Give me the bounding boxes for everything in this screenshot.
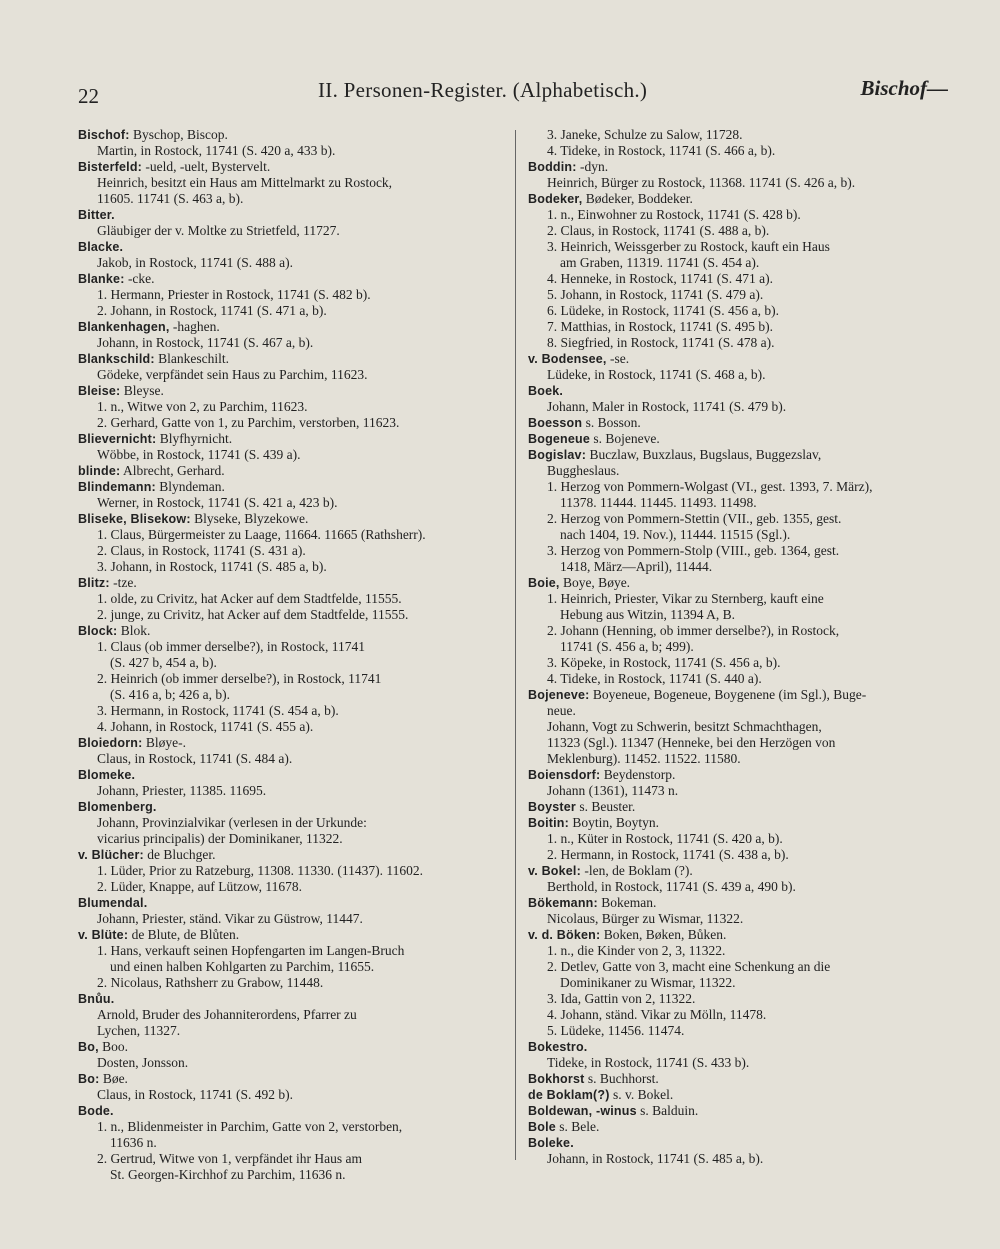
entry-lemma: v. d. Böken: (528, 928, 601, 942)
register-entry-line: Hebung aus Witzin, 11394 A, B. (560, 607, 735, 622)
register-entry-line: 3. Janeke, Schulze zu Salow, 11728. (547, 127, 743, 142)
register-entry-line: Johann, Vogt zu Schwerin, besitzt Schmachthagen, (547, 719, 822, 734)
entry-lemma: v. Bodensee, (528, 352, 607, 366)
entry-lemma: Boiensdorf: (528, 768, 601, 782)
register-entry-heading (528, 415, 952, 431)
register-entry-line: 3. Hermann, in Rostock, 11741 (S. 454 a, b). (97, 703, 339, 718)
register-entry-heading (78, 127, 506, 143)
register-entry-heading (78, 319, 506, 335)
entry-variants: s. Buchhorst. (584, 1071, 659, 1086)
register-entry-heading (528, 863, 952, 879)
register-entry-line: 2. Herzog von Pommern-Stettin (VII., geb. 1355, gest. (547, 511, 842, 526)
register-entry-line: 1. Claus, Bürgermeister zu Laage, 11664. 11665 (Rathsherr). (97, 527, 426, 542)
register-entry-line: Johann, Priester, ständ. Vikar zu Güstrow, 11447. (97, 911, 363, 926)
column-divider (515, 130, 516, 1160)
register-entry-line: Gläubiger der v. Moltke zu Strietfeld, 11727. (97, 223, 340, 238)
register-entry-line: 6. Lüdeke, in Rostock, 11741 (S. 456 a, b). (547, 303, 779, 318)
entry-lemma: Blomeke. (78, 768, 136, 782)
register-entry-line: (S. 427 b, 454 a, b). (110, 655, 217, 670)
entry-lemma: Blankenhagen, (78, 320, 170, 334)
register-entry-heading (78, 991, 506, 1007)
register-entry-line: 1. n., Einwohner zu Rostock, 11741 (S. 428 b). (547, 207, 801, 222)
entry-lemma: Boitin: (528, 816, 569, 830)
entry-lemma: Bokhorst (528, 1072, 585, 1086)
register-entry-line: 3. Heinrich, Weissgerber zu Rostock, kauft ein Haus (547, 239, 830, 254)
entry-variants: -dyn. (576, 159, 609, 174)
register-entry-line: 11323 (Sgl.). 11347 (Henneke, bei den Herzögen von (547, 735, 836, 750)
entry-lemma: Bogeneue (528, 432, 591, 446)
entry-variants: s. Balduin. (636, 1103, 699, 1118)
register-entry-heading (78, 767, 506, 783)
register-entry-heading (528, 447, 952, 463)
register-entry-heading (528, 1119, 952, 1135)
entry-lemma: Boyster (528, 800, 576, 814)
register-entry-line: 1. Hans, verkauft seinen Hopfengarten im Langen-Bruch (97, 943, 405, 958)
entry-variants: Albrecht, Gerhard. (120, 463, 225, 478)
register-entry-line: 2. Hermann, in Rostock, 11741 (S. 438 a, b). (547, 847, 789, 862)
register-entry-heading (78, 735, 506, 751)
register-entry-line: 1. Hermann, Priester in Rostock, 11741 (S. 482 b). (97, 287, 371, 302)
entry-lemma: v. Bokel: (528, 864, 581, 878)
register-entry-line: 4. Tideke, in Rostock, 11741 (S. 440 a). (547, 671, 762, 686)
register-entry-heading (528, 799, 952, 815)
register-entry-line: 8. Siegfried, in Rostock, 11741 (S. 478 a). (547, 335, 775, 350)
register-entry-heading (528, 687, 952, 703)
entry-lemma: Boleke. (528, 1136, 574, 1150)
register-entry-line: Tideke, in Rostock, 11741 (S. 433 b). (547, 1055, 750, 1070)
entry-lemma: Bo: (78, 1072, 100, 1086)
register-entry-heading (528, 1087, 952, 1103)
register-entry-line: Lüdeke, in Rostock, 11741 (S. 468 a, b). (547, 367, 766, 382)
register-entry-heading (528, 767, 952, 783)
register-entry-line: Meklenburg). 11452. 11522. 11580. (547, 751, 741, 766)
register-entry-heading (528, 431, 952, 447)
entry-lemma: Blumendal. (78, 896, 148, 910)
entry-variants: -se. (606, 351, 630, 366)
entry-lemma: Bode. (78, 1104, 114, 1118)
register-entry-heading (78, 159, 506, 175)
register-entry-line: Werner, in Rostock, 11741 (S. 421 a, 423 b). (97, 495, 338, 510)
entry-variants: s. Beuster. (575, 799, 636, 814)
register-entry-line: Martin, in Rostock, 11741 (S. 420 a, 433 b). (97, 143, 336, 158)
register-entry-line: 2. Claus, in Rostock, 11741 (S. 488 a, b). (547, 223, 770, 238)
register-entry-line: Claus, in Rostock, 11741 (S. 484 a). (97, 751, 293, 766)
entry-variants: s. Bele. (555, 1119, 600, 1134)
entry-variants: Beydenstorp. (600, 767, 676, 782)
register-entry-line: 2. Johann (Henning, ob immer derselbe?), in Rostock, (547, 623, 840, 638)
register-entry-heading (528, 1071, 952, 1087)
entry-variants: -haghen. (169, 319, 220, 334)
entry-lemma: Blindemann: (78, 480, 156, 494)
register-entry-heading (78, 1071, 506, 1087)
entry-variants: Boyeneue, Bogeneue, Boygenene (im Sgl.), Buge- (589, 687, 867, 702)
register-entry-line: 1. Lüder, Prior zu Ratzeburg, 11308. 11330. (11437). 11602. (97, 863, 424, 878)
register-entry-line: neue. (547, 703, 576, 718)
right-column (528, 127, 952, 1167)
register-entry-line: Dosten, Jonsson. (97, 1055, 189, 1070)
register-entry-heading (528, 1039, 952, 1055)
register-entry-line: Wöbbe, in Rostock, 11741 (S. 439 a). (97, 447, 301, 462)
register-entry-line: 1. Heinrich, Priester, Vikar zu Sternberg, kauft eine (547, 591, 824, 606)
register-entry-line: 2. Heinrich (ob immer derselbe?), in Rostock, 11741 (97, 671, 382, 686)
register-entry-heading (78, 351, 506, 367)
entry-lemma: Bokestro. (528, 1040, 588, 1054)
entry-variants: -cke. (124, 271, 155, 286)
entry-lemma: Blitz: (78, 576, 110, 590)
register-entry-line: 1. Herzog von Pommern-Wolgast (VI., gest. 1393, 7. März), (547, 479, 873, 494)
entry-variants: Boytin, Boytyn. (568, 815, 659, 830)
register-entry-line: 1418, März—April), 11444. (560, 559, 713, 574)
register-entry-line: 1. olde, zu Crivitz, hat Acker auf dem Stadtfelde, 11555. (97, 591, 402, 606)
register-entry-line: Johann, in Rostock, 11741 (S. 485 a, b). (547, 1151, 764, 1166)
page-title: II. Personen-Register. (Alphabetisch.) (318, 78, 648, 102)
entry-lemma: Bogislav: (528, 448, 587, 462)
entry-lemma: Boie, (528, 576, 560, 590)
register-entry-heading (78, 463, 506, 479)
register-entry-heading (78, 511, 506, 527)
register-entry-line: am Graben, 11319. 11741 (S. 454 a). (560, 255, 760, 270)
register-entry-line: Jakob, in Rostock, 11741 (S. 488 a). (97, 255, 293, 270)
entry-variants: Boye, Bøye. (559, 575, 631, 590)
page-number: 22 (78, 84, 99, 108)
register-entry-heading (78, 575, 506, 591)
entry-lemma: Bo, (78, 1040, 99, 1054)
entry-variants: Byschop, Biscop. (129, 127, 228, 142)
register-entry-line: Buggheslaus. (547, 463, 620, 478)
entry-lemma: Boldewan, -winus (528, 1104, 637, 1118)
register-entry-line: 2. Johann, in Rostock, 11741 (S. 471 a, b). (97, 303, 327, 318)
register-entry-line: Heinrich, Bürger zu Rostock, 11368. 11741 (S. 426 a, b). (547, 175, 856, 190)
register-entry-line: 2. Claus, in Rostock, 11741 (S. 431 a). (97, 543, 306, 558)
register-entry-heading (78, 1103, 506, 1119)
register-entry-line: Claus, in Rostock, 11741 (S. 492 b). (97, 1087, 294, 1102)
register-entry-line: 2. Nicolaus, Rathsherr zu Grabow, 11448. (97, 975, 324, 990)
register-entry-line: und einen halben Kohlgarten zu Parchim, 11655. (110, 959, 375, 974)
register-entry-line: 4. Henneke, in Rostock, 11741 (S. 471 a). (547, 271, 773, 286)
entry-lemma: Bliseke, Blisekow: (78, 512, 191, 526)
register-entry-line: 3. Johann, in Rostock, 11741 (S. 485 a, b). (97, 559, 327, 574)
entry-lemma: v. Blücher: (78, 848, 144, 862)
register-entry-line: 3. Herzog von Pommern-Stolp (VIII., geb. 1364, gest. (547, 543, 840, 558)
entry-variants: Blyseke, Blyzekowe. (190, 511, 309, 526)
register-entry-heading (528, 1135, 952, 1151)
entry-lemma: de Boklam(?) (528, 1088, 610, 1102)
entry-lemma: Blankschild: (78, 352, 155, 366)
register-entry-line: Johann (1361), 11473 n. (547, 783, 679, 798)
register-entry-heading (528, 927, 952, 943)
register-entry-heading (78, 1039, 506, 1055)
register-entry-heading (528, 1103, 952, 1119)
entry-variants: Blyfhyrnicht. (156, 431, 233, 446)
entry-variants: Bokeman. (597, 895, 657, 910)
entry-lemma: Boddin: (528, 160, 577, 174)
entry-variants: -ueld, -uelt, Bystervelt. (142, 159, 271, 174)
register-entry-line: 5. Lüdeke, 11456. 11474. (547, 1023, 685, 1038)
register-entry-line: 3. Köpeke, in Rostock, 11741 (S. 456 a, b). (547, 655, 781, 670)
register-entry-heading (78, 431, 506, 447)
register-entry-line: 1. Claus (ob immer derselbe?), in Rostock, 11741 (97, 639, 365, 654)
register-entry-line: 4. Johann, ständ. Vikar zu Mölln, 11478. (547, 1007, 767, 1022)
register-entry-line: Nicolaus, Bürger zu Wismar, 11322. (547, 911, 744, 926)
entry-lemma: Bodeker, (528, 192, 583, 206)
register-entry-line: 4. Tideke, in Rostock, 11741 (S. 466 a, b). (547, 143, 776, 158)
entry-variants: s. Bojeneve. (590, 431, 660, 446)
entry-lemma: Blievernicht: (78, 432, 157, 446)
register-entry-line: 1. n., die Kinder von 2, 3, 11322. (547, 943, 726, 958)
register-entry-heading (78, 271, 506, 287)
register-entry-heading (78, 895, 506, 911)
entry-variants: de Bluchger. (143, 847, 216, 862)
register-entry-line: Heinrich, besitzt ein Haus am Mittelmarkt zu Rostock, (97, 175, 393, 190)
register-entry-heading (528, 351, 952, 367)
entry-lemma: Bloiedorn: (78, 736, 143, 750)
entry-variants: de Blute, de Blůten. (128, 927, 240, 942)
entry-variants: Bløye-. (142, 735, 186, 750)
register-entry-line: 2. Lüder, Knappe, auf Lützow, 11678. (97, 879, 303, 894)
register-entry-heading (528, 191, 952, 207)
entry-lemma: Blanke: (78, 272, 125, 286)
register-entry-line: Berthold, in Rostock, 11741 (S. 439 a, 490 b). (547, 879, 796, 894)
register-entry-line: Gödeke, verpfändet sein Haus zu Parchim, 11623. (97, 367, 368, 382)
register-entry-heading (78, 207, 506, 223)
catchword: Bischof— (860, 76, 948, 100)
register-entry-line: Dominikaner zu Wismar, 11322. (560, 975, 736, 990)
register-entry-line: Johann, Maler in Rostock, 11741 (S. 479 b). (547, 399, 787, 414)
register-entry-line: 11636 n. (110, 1135, 157, 1150)
register-entry-heading (78, 799, 506, 815)
register-entry-heading (78, 383, 506, 399)
register-entry-heading (528, 815, 952, 831)
register-entry-line: 1. n., Küter in Rostock, 11741 (S. 420 a, b). (547, 831, 783, 846)
entry-variants: Buczlaw, Buxzlaus, Bugslaus, Buggezslav, (586, 447, 822, 462)
register-entry-heading (78, 847, 506, 863)
entry-lemma: v. Blüte: (78, 928, 129, 942)
register-entry-line: (S. 416 a, b; 426 a, b). (110, 687, 230, 702)
register-entry-heading (78, 479, 506, 495)
register-entry-line: Johann, Priester, 11385. 11695. (97, 783, 267, 798)
left-column (78, 127, 506, 1183)
entry-variants: Blok. (117, 623, 151, 638)
register-entry-line: 2. Detlev, Gatte von 3, macht eine Schenkung an die (547, 959, 831, 974)
register-entry-line: Lychen, 11327. (97, 1023, 181, 1038)
register-entry-heading (528, 383, 952, 399)
register-entry-line: 7. Matthias, in Rostock, 11741 (S. 495 b). (547, 319, 773, 334)
register-entry-line: 5. Johann, in Rostock, 11741 (S. 479 a). (547, 287, 764, 302)
register-entry-heading (528, 159, 952, 175)
entry-lemma: Bitter. (78, 208, 115, 222)
entry-lemma: Bleise: (78, 384, 121, 398)
entry-variants: -len, de Boklam (?). (580, 863, 693, 878)
register-entry-line: 11378. 11444. 11445. 11493. 11498. (560, 495, 757, 510)
register-entry-line: 2. Gertrud, Witwe von 1, verpfändet ihr Haus am (97, 1151, 363, 1166)
entry-lemma: Bnůu. (78, 992, 115, 1006)
entry-variants: Blankeschilt. (154, 351, 229, 366)
entry-variants: Blyndeman. (155, 479, 225, 494)
entry-variants: Boken, Bøken, Bůken. (600, 927, 727, 942)
register-entry-line: 3. Ida, Gattin von 2, 11322. (547, 991, 696, 1006)
entry-lemma: Bole (528, 1120, 556, 1134)
register-entry-line: 4. Johann, in Rostock, 11741 (S. 455 a). (97, 719, 314, 734)
entry-lemma: Boesson (528, 416, 583, 430)
entry-lemma: Bisterfeld: (78, 160, 143, 174)
register-entry-line: 1. n., Blidenmeister in Parchim, Gatte von 2, verstorben, (97, 1119, 403, 1134)
register-entry-line: Johann, in Rostock, 11741 (S. 467 a, b). (97, 335, 314, 350)
entry-lemma: Blomenberg. (78, 800, 157, 814)
register-entry-line: St. Georgen-Kirchhof zu Parchim, 11636 n. (110, 1167, 346, 1182)
register-entry-line: 2. junge, zu Crivitz, hat Acker auf dem Stadtfelde, 11555. (97, 607, 409, 622)
register-entry-heading (78, 239, 506, 255)
register-entry-line: 1. n., Witwe von 2, zu Parchim, 11623. (97, 399, 308, 414)
entry-lemma: Bojeneve: (528, 688, 590, 702)
register-entry-line: 11741 (S. 456 a, b; 499). (560, 639, 694, 654)
register-entry-heading (78, 927, 506, 943)
register-entry-line: 2. Gerhard, Gatte von 1, zu Parchim, verstorben, 11623. (97, 415, 400, 430)
register-entry-heading (528, 575, 952, 591)
entry-variants: Boo. (98, 1039, 129, 1054)
entry-lemma: Boek. (528, 384, 564, 398)
entry-lemma: Bökemann: (528, 896, 598, 910)
register-entry-line: Johann, Provinzialvikar (verlesen in der Urkunde: (97, 815, 367, 830)
entry-lemma: Bischof: (78, 128, 130, 142)
entry-lemma: Blacke. (78, 240, 124, 254)
entry-lemma: Block: (78, 624, 118, 638)
entry-variants: Bødeker, Boddeker. (582, 191, 693, 206)
entry-variants: Bleyse. (120, 383, 164, 398)
register-entry-heading (528, 895, 952, 911)
register-entry-line: nach 1404, 19. Nov.), 11444. 11515 (Sgl.). (560, 527, 791, 542)
register-entry-line: Arnold, Bruder des Johanniterordens, Pfarrer zu (97, 1007, 357, 1022)
entry-variants: Bøe. (99, 1071, 128, 1086)
register-entry-line: vicarius principalis) der Dominikaner, 11322. (97, 831, 343, 846)
entry-variants: -tze. (109, 575, 137, 590)
entry-variants: s. v. Bokel. (609, 1087, 674, 1102)
entry-variants: s. Bosson. (582, 415, 641, 430)
register-entry-line: 11605. 11741 (S. 463 a, b). (97, 191, 244, 206)
register-entry-heading (78, 623, 506, 639)
entry-lemma: blinde: (78, 464, 121, 478)
